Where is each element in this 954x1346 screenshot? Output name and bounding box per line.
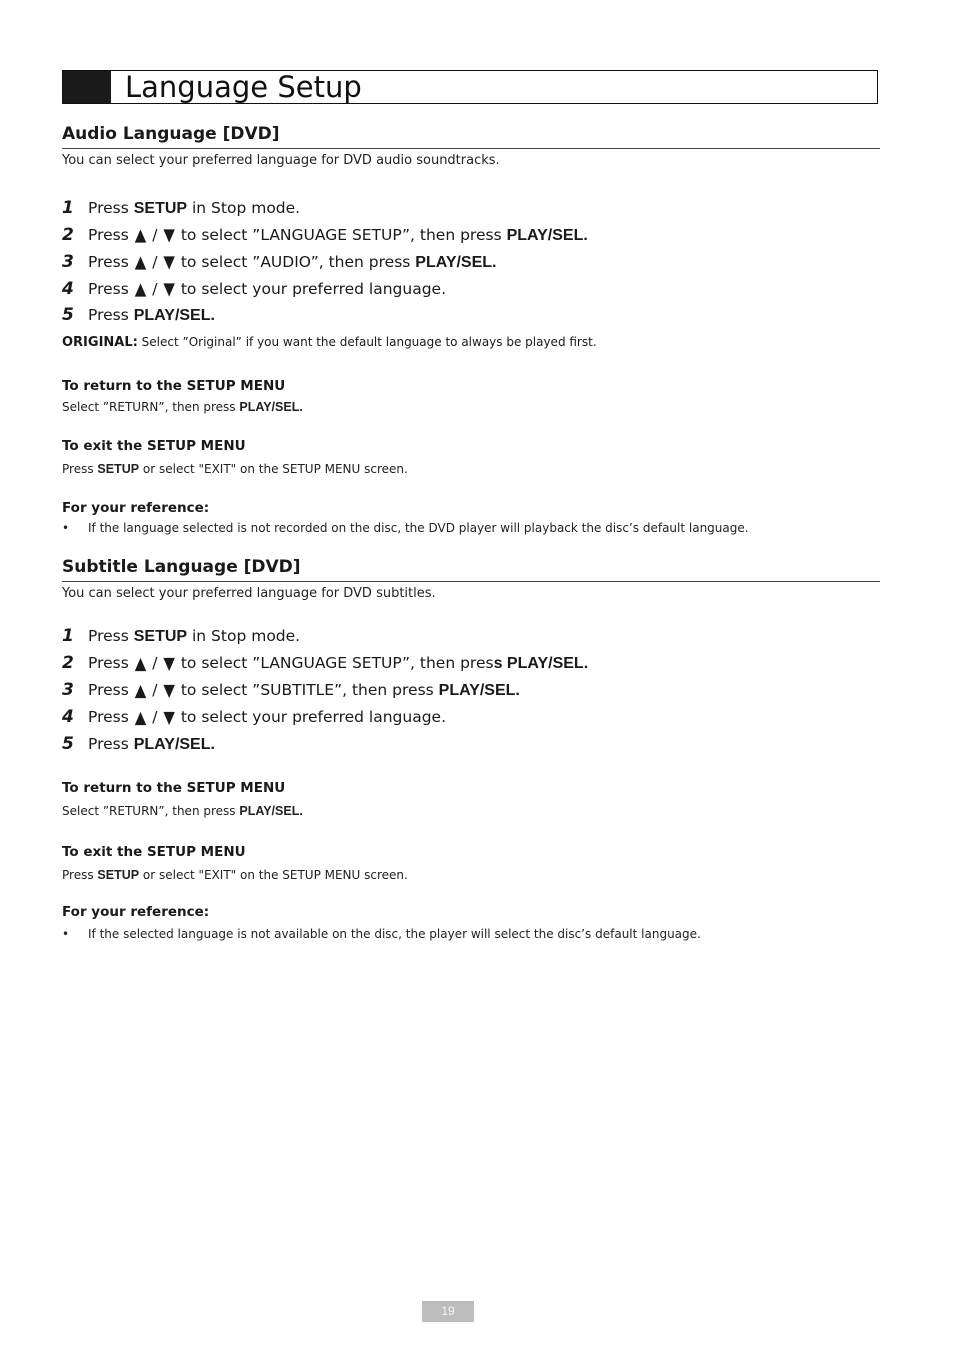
step-number: 3: [62, 680, 74, 700]
setup-key: SETUP: [133, 628, 188, 645]
subtitle-return-text: Select ”RETURN”, then press PLAY/SEL.: [62, 804, 303, 818]
audio-ref-item: • If the language selected is not recorded on the disc, the DVD player will playback the disc’s default language.: [62, 521, 749, 535]
up-arrow-icon: ▲: [134, 679, 147, 701]
step-number: 2: [62, 225, 74, 245]
subtitle-step-1: 1 Press SETUP in Stop mode.: [62, 626, 301, 646]
audio-step-2: 2 Press ▲ / ▼ to select ”LANGUAGE SETUP”, then press PLAY/SEL.: [62, 224, 588, 246]
audio-step-5: 5 Press PLAY/SEL.: [62, 305, 215, 325]
play-sel-key: PLAY/SEL.: [415, 254, 497, 271]
play-sel-key: PLAY/SEL.: [239, 400, 303, 414]
step-number: 1: [62, 198, 74, 218]
step-number: 2: [62, 653, 74, 673]
title-block-decoration: [63, 71, 111, 103]
subtitle-ref-heading: For your reference:: [62, 904, 210, 920]
setup-key: SETUP: [97, 462, 140, 476]
play-sel-key: PLAY/SEL.: [239, 804, 303, 818]
subtitle-step-5: 5 Press PLAY/SEL.: [62, 734, 215, 754]
audio-step-1: 1 Press SETUP in Stop mode.: [62, 198, 301, 218]
step-number: 4: [62, 707, 74, 727]
audio-exit-text: Press SETUP or select "EXIT" on the SETUP MENU screen.: [62, 462, 408, 476]
play-sel-key: PLAY/SEL.: [506, 227, 588, 244]
title-bar: [62, 70, 878, 104]
down-arrow-icon: ▼: [163, 652, 175, 674]
subtitle-heading: Subtitle Language [DVD]: [62, 557, 301, 577]
bullet-icon: •: [62, 927, 70, 941]
subtitle-step-2: 2 Press ▲ / ▼ to select ”LANGUAGE SETUP”, then press PLAY/SEL.: [62, 652, 589, 674]
play-sel-key: s PLAY/SEL.: [493, 655, 589, 672]
audio-step-4: 4 Press ▲ / ▼ to select your preferred language.: [62, 278, 447, 300]
down-arrow-icon: ▼: [163, 278, 175, 300]
page-number: 19: [422, 1301, 474, 1322]
subtitle-return-heading: To return to the SETUP MENU: [62, 780, 286, 796]
audio-return-text: Select ”RETURN”, then press PLAY/SEL.: [62, 400, 303, 414]
audio-exit-heading: To exit the SETUP MENU: [62, 438, 246, 454]
original-note: ORIGINAL: Select ”Original” if you want the default language to always be played first.: [62, 335, 597, 350]
audio-ref-heading: For your reference:: [62, 500, 210, 516]
down-arrow-icon: ▼: [163, 706, 175, 728]
play-sel-key: PLAY/SEL.: [133, 736, 215, 753]
setup-key: SETUP: [97, 868, 140, 882]
page-title: Language Setup: [125, 70, 362, 104]
audio-return-heading: To return to the SETUP MENU: [62, 378, 286, 394]
bullet-icon: •: [62, 521, 70, 535]
subtitle-exit-heading: To exit the SETUP MENU: [62, 844, 246, 860]
step-number: 1: [62, 626, 74, 646]
subtitle-intro: You can select your preferred language for DVD subtitles.: [62, 586, 436, 601]
play-sel-key: PLAY/SEL.: [133, 307, 215, 324]
step-number: 4: [62, 279, 74, 299]
original-label: ORIGINAL:: [62, 335, 138, 350]
up-arrow-icon: ▲: [134, 278, 147, 300]
audio-intro: You can select your preferred language for DVD audio soundtracks.: [62, 153, 500, 168]
audio-rule: [62, 148, 880, 149]
step-number: 3: [62, 252, 74, 272]
audio-step-3: 3 Press ▲ / ▼ to select ”AUDIO”, then press PLAY/SEL.: [62, 251, 497, 273]
up-arrow-icon: ▲: [134, 652, 147, 674]
subtitle-step-4: 4 Press ▲ / ▼ to select your preferred language.: [62, 706, 447, 728]
subtitle-ref-item: • If the selected language is not available on the disc, the player will select the disc’s default language.: [62, 927, 701, 941]
subtitle-step-3: 3 Press ▲ / ▼ to select ”SUBTITLE”, then press PLAY/SEL.: [62, 679, 520, 701]
subtitle-exit-text: Press SETUP or select "EXIT" on the SETUP MENU screen.: [62, 868, 408, 882]
down-arrow-icon: ▼: [163, 679, 175, 701]
setup-key: SETUP: [133, 200, 188, 217]
up-arrow-icon: ▲: [134, 706, 147, 728]
step-number: 5: [62, 734, 74, 754]
play-sel-key: PLAY/SEL.: [438, 682, 520, 699]
step-number: 5: [62, 305, 74, 325]
up-arrow-icon: ▲: [134, 224, 147, 246]
audio-heading: Audio Language [DVD]: [62, 124, 280, 144]
down-arrow-icon: ▼: [163, 251, 175, 273]
up-arrow-icon: ▲: [134, 251, 147, 273]
subtitle-rule: [62, 581, 880, 582]
down-arrow-icon: ▼: [163, 224, 175, 246]
